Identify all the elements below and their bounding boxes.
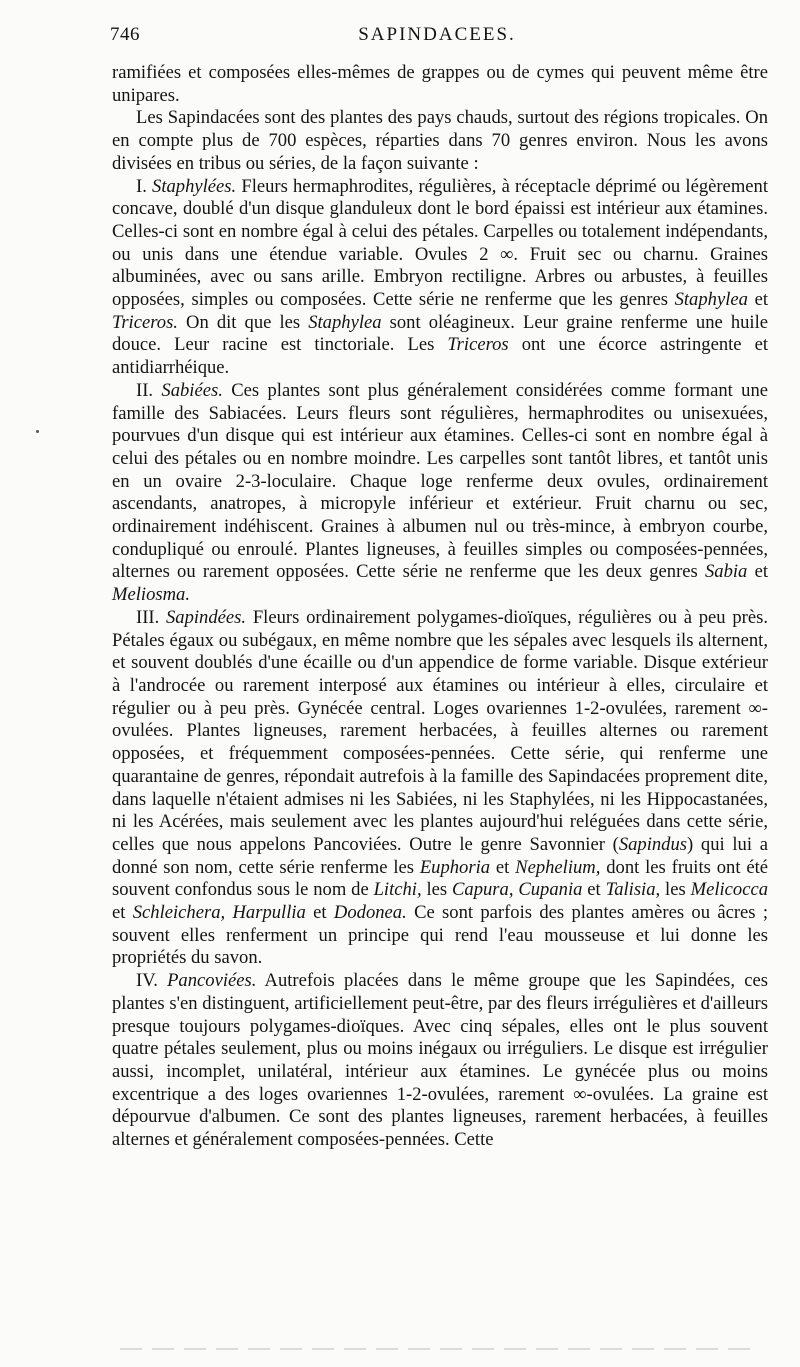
text-run: Ce sont parfois des plantes amères ou âcres ; souvent elles renferment un principe qui rend l'eau mousseuse et lui donne les propriétés du savon. <box>112 902 768 969</box>
italic-run: Melicocca <box>690 879 769 901</box>
italic-run: Schleichera, Harpullia <box>132 902 306 924</box>
text-run: Autrefois placées dans le même groupe que les Sapindées, ces plantes s'en distinguent, artificiellement peut-être, par des fleurs irrégulières et d'ailleurs presque toujours polygames-dioïques. Avec cinq sépales, elles ont le plus souvent quatre pétales seulement, plus ou moins inégaux ou irréguliers. Le disque est irrégulier aussi, incomplet, unilatéral, intérieur aux étamines. Le gynécée plus ou moins excentrique a des loges ovariennes 1-2-ovulées, rarement ∞-ovulées. La graine est dépourvue d'albumen. Ce sont des plantes ligneuses, rarement herbacées, à feuilles alternes et généralement composées-pennées. Cette <box>112 970 768 1151</box>
text-run: Fleurs ordinairement polygames-dioïques, régulières ou à peu près. Pétales égaux ou subégaux, en même nombre que les sépales avec lesquels ils alternent, et souvent doublés d'une écaille ou d'un appendice de forme variable. Disque extérieur à l'androcée ou rarement interposé aux étamines ou intérieur à elles, circulaire et régulier ou à peu près. Gynécée central. Loges ovariennes 1-2-ovulées, rarement ∞-ovulées. Plantes ligneuses, rarement herbacées, à feuilles alternes ou rarement opposées, et fréquemment composées-pennées. Cette série, qui renferme une quarantaine de genres, répondait autrefois à la famille des Sapindacées proprement dite, dans laquelle n'étaient admises ni les Sabiées, ni les Staphylées, ni les Hippocastanées, ni les Acérées, mais seulement avec les plantes aujourd'hui reléguées dans cette série, celles que nous appelons Pancoviées. Outre le genre Savonnier ( <box>112 606 768 855</box>
text-run: dont les fruits ont été souvent confondus sous le nom de <box>112 856 768 901</box>
paragraph-p2 <box>112 176 768 380</box>
text-run: sont oléagineux. Leur graine renferme une huile douce. Leur racine est tinctoriale. Les <box>112 311 768 356</box>
italic-run: Triceros <box>447 334 509 356</box>
text-run: et <box>747 289 768 311</box>
text-run: ont une écorce astringente et antidiarrhéique. <box>112 334 768 379</box>
bleed-through-line <box>120 1348 760 1350</box>
text-run: les <box>421 879 453 901</box>
text-run: et <box>582 879 606 901</box>
text-run: ramifiées et composées elles-mêmes de grappes ou de cymes qui peuvent même être unipares. <box>112 62 768 106</box>
italic-run: Sapindus <box>618 833 687 855</box>
italic-run: Euphoria <box>419 856 491 878</box>
page-number: 746 <box>110 24 140 45</box>
page-header <box>110 24 764 52</box>
paragraph-p0 <box>112 62 768 107</box>
text-run: Ces plantes sont plus généralement considérées comme formant une famille des Sabiacées. Leurs fleurs sont régulières, hermaphrodites ou unisexuées, pourvues d'un disque qui est intérieur aux étamines. Celles-ci sont en nombre égal à celui des pétales ou en nombre moindre. Les carpelles sont tantôt libres, et tantôt unis en un ovaire 2-3-loculaire. Chaque loge renferme deux ovules, ordinairement ascendants, anatropes, à micropyle inférieur et extérieur. Fruit charnu ou sec, ordinairement indéhiscent. Graines à albumen nul ou très-mince, à embryon courbe, condupliqué ou enroulé. Plantes ligneuses, à feuilles simples ou composées-pennées, alternes ou rarement opposées. Cette série ne renferme que les deux genres <box>112 379 768 583</box>
text-run: les <box>660 879 691 901</box>
text-run: et <box>112 902 133 924</box>
running-title: SAPINDACEES. <box>358 24 516 45</box>
text-run: III. <box>136 606 166 628</box>
italic-run: Nephelium, <box>515 856 601 878</box>
paragraph-p3 <box>112 380 768 607</box>
italic-run: Sabia <box>705 561 748 583</box>
italic-run: Sabiées. <box>161 379 223 401</box>
paragraph-p4 <box>112 607 768 970</box>
text-run: I. <box>136 175 153 197</box>
margin-speck <box>36 430 39 433</box>
italic-run: Talisia, <box>605 879 661 901</box>
body-text <box>112 62 768 1152</box>
italic-run: Capura, Cupania <box>452 879 583 901</box>
italic-run: Staphylea <box>308 311 382 333</box>
italic-run: Litchi, <box>373 879 422 901</box>
text-run: et <box>490 856 516 878</box>
text-run: IV. <box>136 970 168 992</box>
text-run: et <box>747 561 768 583</box>
text-run: Fleurs hermaphrodites, régulières, à réceptacle déprimé ou légèrement concave, doublé d'un disque glanduleux dont le bord épaissi est intérieur aux étamines. Celles-ci sont en nombre égal à celui des pétales. Carpelles ou totalement indépendants, ou unis dans une étendue variable. Ovules 2 ∞. Fruit sec ou charnu. Graines albuminées, avec ou sans arille. Embryon rectiligne. Arbres ou arbustes, à feuilles opposées, simples ou composées. Cette série ne renferme que les genres <box>112 175 768 311</box>
text-run: et <box>305 902 334 924</box>
text-run: Les Sapindacées sont des plantes des pays chauds, surtout des régions tropicales. On en compte plus de 700 espèces, réparties dans 70 genres environ. Nous les avons divisées en tribus ou séries, de la façon suivante : <box>112 107 768 174</box>
italic-run: Dodonea. <box>333 902 407 924</box>
text-run: II. <box>136 379 162 401</box>
italic-run: Meliosma. <box>112 584 190 606</box>
italic-run: Triceros. <box>112 311 178 333</box>
text-run: ) qui lui a donné son nom, cette série renferme les <box>112 833 768 878</box>
italic-run: Staphylea <box>674 289 748 311</box>
italic-run: Staphylées. <box>152 175 237 197</box>
italic-run: Sapindées. <box>166 606 247 628</box>
text-run: On dit que les <box>177 311 309 333</box>
italic-run: Pancoviées. <box>167 970 257 992</box>
paragraph-p5 <box>112 970 768 1152</box>
paragraph-p1 <box>112 107 768 175</box>
